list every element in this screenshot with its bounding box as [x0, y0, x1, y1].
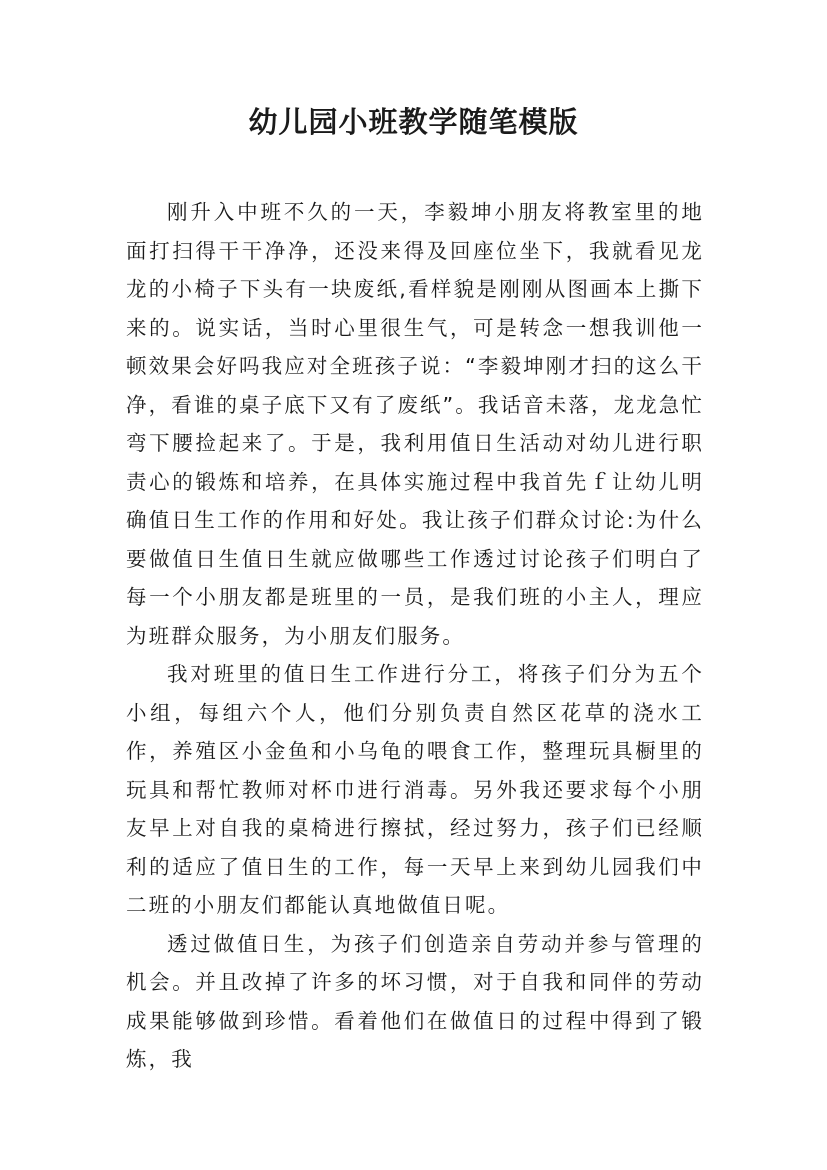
paragraph: 我对班里的值日生工作进行分工，将孩子们分为五个小组，每组六个人，他们分别负责自然区花草的浇水工作，养殖区小金鱼和小乌龟的喂食工作，整理玩具橱里的玩具和帮忙教师对杯巾进行消毒。另外我还要求每个小朋友早上对自我的桌椅进行擦拭，经过努力，孩子们已经顺利的适应了值日生的工作，每一天早上来到幼儿园我们中二班的小朋友们都能认真地做值日呢。: [126, 662, 704, 917]
paragraph: 刚升入中班不久的一天，李毅坤小朋友将教室里的地面打扫得干干净净，还没来得及回座位坐下，我就看见龙龙的小椅子下头有一块废纸,看样貌是刚刚从图画本上撕下来的。说实话，当时心里很生气，可是转念一想我训他一顿效果会好吗我应对全班孩子说：“李毅坤刚才扫的这么干净，看谁的桌子底下又有了废纸”。我话音未落，龙龙急忙弯下腰捡起来了。于是，我利用值日生活动对幼儿进行职责心的锻炼和培养，在具体实施过程中我首先ｆ让幼儿明确值日生工作的作用和好处。我让孩子们群众讨论:为什么要做值日生值日生就应做哪些工作透过讨论孩子们明白了每一个小朋友都是班里的一员，是我们班的小主人，理应为班群众服务，为小朋友们服务。: [126, 200, 704, 648]
paragraph: 透过做值日生，为孩子们创造亲自劳动并参与管理的机会。并且改掉了许多的坏习惯，对于自我和同伴的劳动成果能够做到珍惜。看着他们在做值日的过程中得到了锻炼，我: [126, 931, 704, 1071]
document-body: [126, 193, 704, 1079]
document-title: 幼儿园小班教学随笔模版: [248, 105, 579, 139]
